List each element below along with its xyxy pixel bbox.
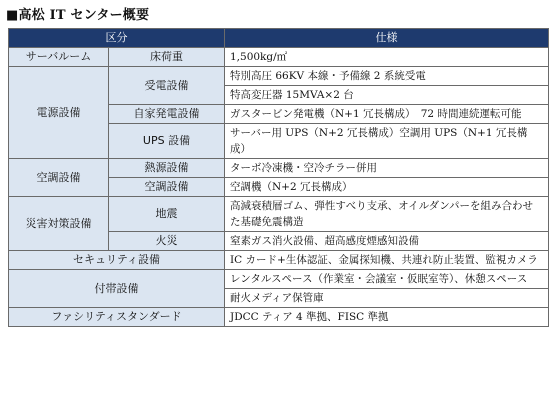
value-generator: ガスタービン発電機（N+1 冗長構成） 72 時間連続運転可能 bbox=[225, 105, 549, 124]
category-ancillary: 付帯設備 bbox=[9, 270, 225, 308]
table-row bbox=[9, 270, 549, 289]
table-row bbox=[9, 308, 549, 327]
category-server-room: サーバルーム bbox=[9, 48, 109, 67]
value-receiving-1: 特別高圧 66KV 本線・予備線 2 系統受電 bbox=[225, 67, 549, 86]
value-floor-load: 1,500kg/㎡ bbox=[225, 48, 549, 67]
value-fire: 窒素ガス消火設備、超高感度煙感知設備 bbox=[225, 232, 549, 251]
category-air: 空調設備 bbox=[9, 159, 109, 197]
spec-table bbox=[8, 28, 549, 327]
table-row bbox=[9, 197, 549, 232]
page-title: ■高松 IT センター概要 bbox=[6, 8, 150, 23]
header-spec: 仕様 bbox=[225, 29, 549, 48]
table-row bbox=[9, 67, 549, 86]
value-facility-standard: JDCC ティア 4 準拠、FISC 準拠 bbox=[225, 308, 549, 327]
sub-generator: 自家発電設備 bbox=[109, 105, 225, 124]
sub-fire: 火災 bbox=[109, 232, 225, 251]
value-earthquake: 高減衰積層ゴム、弾性すべり支承、オイルダンパーを組み合わせた基礎免震構造 bbox=[225, 197, 549, 232]
value-air-conditioning: 空調機（N+2 冗長構成） bbox=[225, 178, 549, 197]
header-category: 区分 bbox=[9, 29, 225, 48]
value-ancillary-1: レンタルスペース（作業室・会議室・仮眠室等）、休憩スペース bbox=[225, 270, 549, 289]
sub-air-conditioning: 空調設備 bbox=[109, 178, 225, 197]
category-facility-standard: ファシリティスタンダード bbox=[9, 308, 225, 327]
sub-receiving: 受電設備 bbox=[109, 67, 225, 105]
table-row bbox=[9, 159, 549, 178]
value-heat-source: ターボ冷凍機・空冷チラー併用 bbox=[225, 159, 549, 178]
category-power: 電源設備 bbox=[9, 67, 109, 159]
sub-earthquake: 地震 bbox=[109, 197, 225, 232]
header-row bbox=[9, 29, 549, 48]
table-row bbox=[9, 48, 549, 67]
value-ups: サーバー用 UPS（N+2 冗長構成）空調用 UPS（N+1 冗長構成） bbox=[225, 124, 549, 159]
value-ancillary-2: 耐火メディア保管庫 bbox=[225, 289, 549, 308]
category-security: セキュリティ設備 bbox=[9, 251, 225, 270]
sub-ups: UPS 設備 bbox=[109, 124, 225, 159]
value-security: IC カード+生体認証、金属探知機、共連れ防止装置、監視カメラ bbox=[225, 251, 549, 270]
sub-floor-load: 床荷重 bbox=[109, 48, 225, 67]
value-receiving-2: 特高変圧器 15MVA×2 台 bbox=[225, 86, 549, 105]
sub-heat-source: 熱源設備 bbox=[109, 159, 225, 178]
table-row bbox=[9, 251, 549, 270]
category-disaster: 災害対策設備 bbox=[9, 197, 109, 251]
